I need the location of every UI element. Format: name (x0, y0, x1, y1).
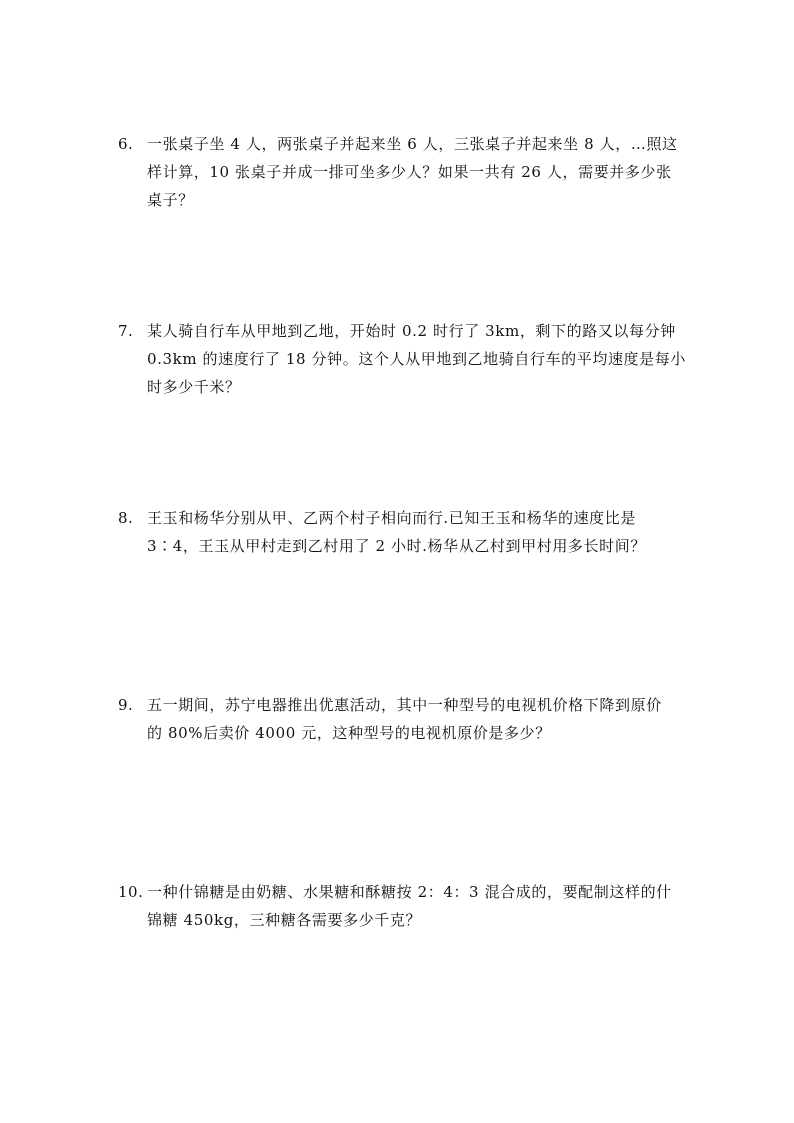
problem-text-line: 桌子？ (147, 191, 194, 209)
problem-text-line: 时多少千米？ (147, 378, 241, 396)
problem-text-line: 一张桌子坐 4 人，两张桌子并起来坐 6 人，三张桌子并起来坐 8 人，…照这 (147, 135, 678, 153)
problem-number: 9. (118, 696, 134, 714)
problem-number: 8. (118, 509, 134, 527)
problem-text-line: 五一期间，苏宁电器推出优惠活动，其中一种型号的电视机价格下降到原价 (147, 696, 662, 714)
problem-text-line: 3∶4，王玉从甲村走到乙村用了 2 小时.杨华从乙村到甲村用多长时间？ (147, 537, 646, 555)
problem-text-line: 样计算，10 张桌子并成一排可坐多少人？如果一共有 26 人，需要并多少张 (147, 163, 672, 181)
problem-text-line: 王玉和杨华分别从甲、乙两个村子相向而行.已知王玉和杨华的速度比是 (147, 509, 636, 527)
problem-text-line: 锦糖 450kg，三种糖各需要多少千克？ (147, 911, 422, 929)
problem-text-line: 的 80%后卖价 4000 元，这种型号的电视机原价是多少？ (147, 724, 551, 742)
problem-number: 10. (118, 883, 144, 901)
problem-text-line: 0.3km 的速度行了 18 分钟。这个人从甲地到乙地骑自行车的平均速度是每小 (147, 350, 686, 368)
problem-text-line: 某人骑自行车从甲地到乙地，开始时 0.2 时行了 3km，剩下的路又以每分钟 (147, 322, 676, 340)
problem-number: 6. (118, 135, 134, 153)
problem-number: 7. (118, 322, 134, 340)
problem-text-line: 一种什锦糖是由奶糖、水果糖和酥糖按 2：4：3 混合成的，要配制这样的什 (147, 883, 672, 901)
